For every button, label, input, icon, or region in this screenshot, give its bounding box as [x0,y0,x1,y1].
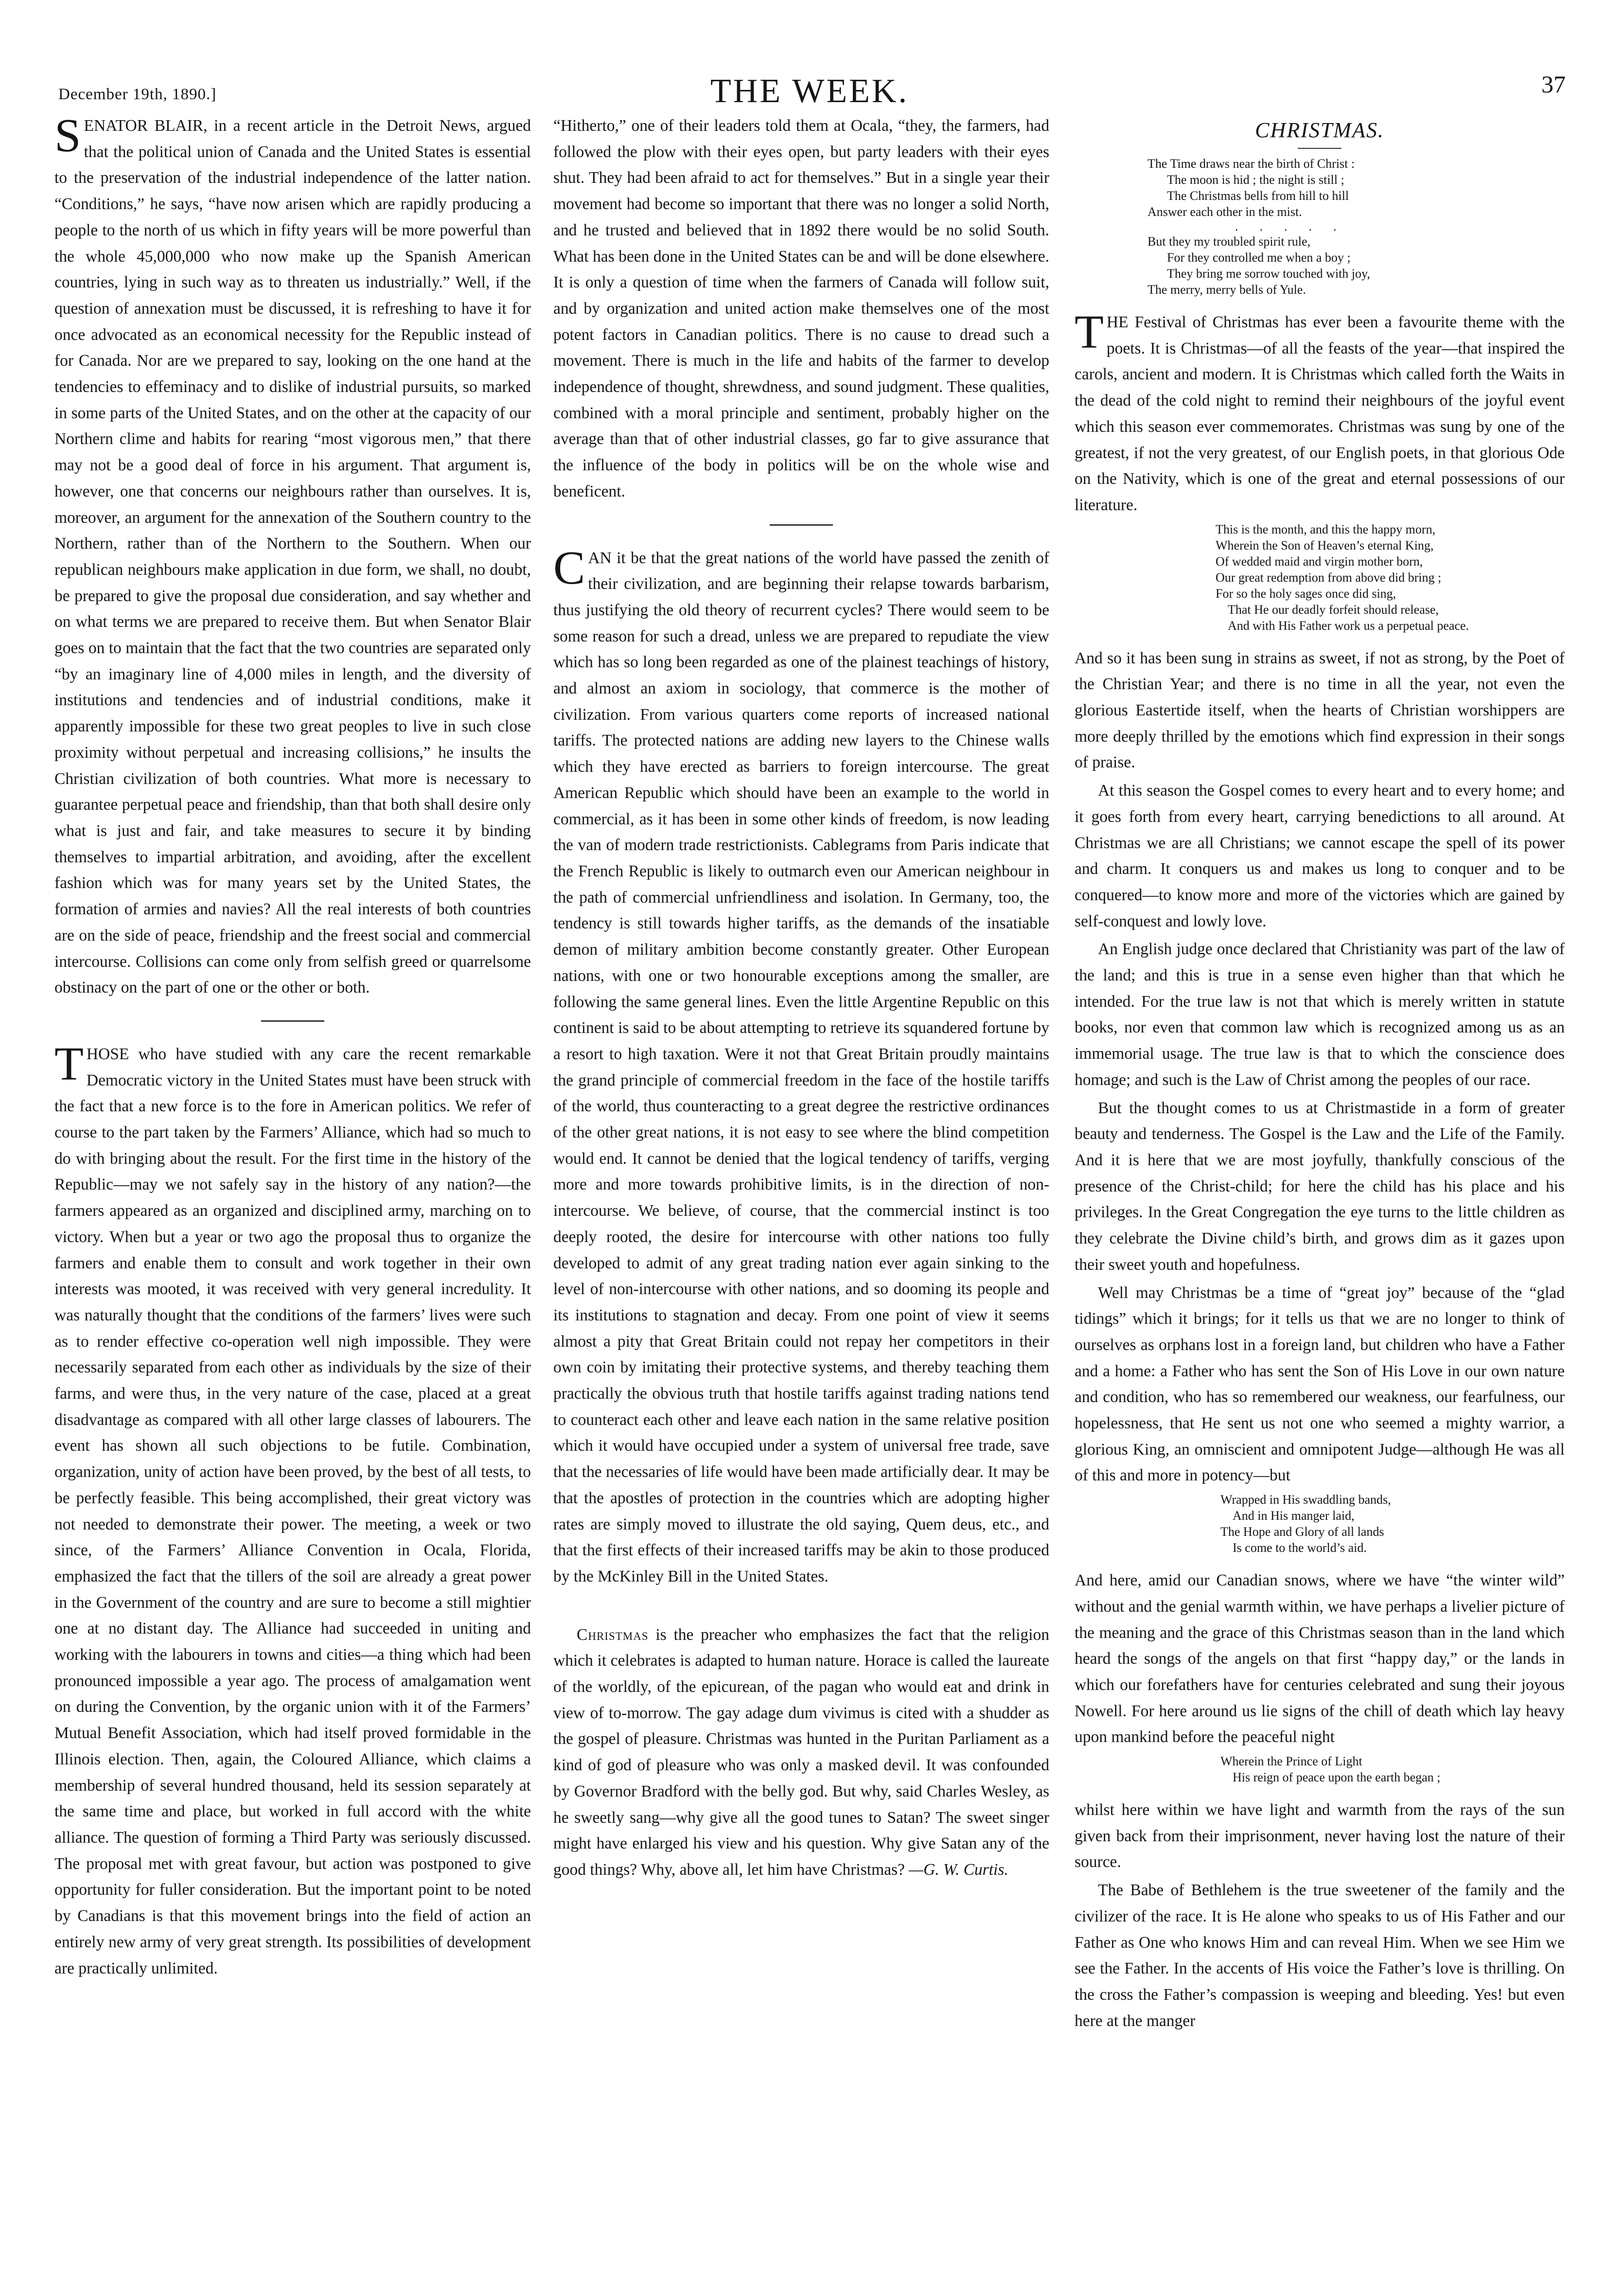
poem-line: The merry, merry bells of Yule. [1147,283,1306,297]
poem-bells [1075,156,1565,298]
poem-line: Is come to the world’s aid. [1233,1541,1367,1555]
poem-nativity [1075,521,1565,634]
paragraph: And here, amid our Canadian snows, where we have “the winter wild” without and the genial warmth within, we have perhaps a livelier picture of the meaning and the grace of this Christmas season than in the land which heard the songs of the angels on that first “happy day,” or the lands in which our forefathers have for centuries celebrated and sung their joyous Nowell. For here around us lie signs of the chill of death which lay heavy upon mankind before the peaceful night [1075,1571,1565,1746]
article-senator-blair [54,109,531,1001]
publication-title: THE WEEK. [710,72,909,110]
paragraph-text: AN it be that the great nations of the world have passed the zenith of their civilization, and are beginning their relapse towards barbarism, thus justifying the old theory of recurrent cycles? There would seem to be some reason for such a dread, unless we are prepared to repudiate the view which has so long been regarded as one of the plainest teachings of history, and almost an axiom in sociology, that commerce is the mother of civilization. From various quarters come reports of increased national tariffs. The protected nations are adding new layers to the Chinese walls which they have erected as barriers to foreign intercourse. The great American Republic which should have been an example to the world in commercial, as it has been in some other kinds of freedom, is now leading the van of modern trade restrictionists. Cablegrams from Paris indicate that the French Republic is likely to outmarch even our American neighbour in the path of commercial unfriendliness and isolation. In Germany, too, the tendency is still towards higher tariffs, as the demands of the insatiable demon of military ambition become constantly greater. Other European nations, with one or two honourable exceptions among the smaller, are following the same general lines. Even the little Argentine Republic on this continent is said to be about attempting to retrieve its squandered fortune by a resort to high taxation. Were it not that Great Britain proudly maintains the grand principle of commercial freedom in the face of the hostile tariffs of the world, thus counteracting to a great degree the restrictive ordinances of the other great nations, it is not easy to see where the blind competition would end. It cannot be denied that the logical tendency of tariffs, verging more and more towards prohibitive limits, is in the direction of non-intercourse. We believe, of course, that the commercial instinct is too deeply rooted, the desire for intercourse with other nations too fully developed to admit of any great trading nation ever again sinking to the level of non-intercourse with other nations, and so dooming its people and its institutions to stagnation and decay. From one point of view it seems almost a pity that Great Britain could not repay her competitors in their own coin by imitating their protective systems, and thereby teaching them practically the obvious truth that hostile tariffs against trading nations tend to counteract each other and leave each nation in the same relative position which it would have occupied under a system of universal free trade, save that the necessaries of life would have been made artificially dear. It may be that the apostles of protection in the countries which are adopting higher rates are simply moved to illustrate the old saying, Quem deus, etc., and that the first effects of their increased tariffs may be akin to those produced by the McKinley Bill in the United States. [553,549,1049,1585]
poem-line: For they controlled me when a boy ; [1167,250,1351,265]
poem-line: The moon is hid ; the night is still ; [1167,173,1344,187]
paragraph-text: HOSE who have studied with any care the recent remarkable Democratic victory in the United States must have been struck with the fact that a new force is to the fore in American politics. We refer of course to the part taken by the Farmers’ Alliance, which had so much to do with bringing about the result. For the first time in the history of the Republic—may we not safely say in the history of any nation?—the farmers appeared as an organized and disciplined army, marching on to victory. When but a year or two ago the proposal thus to organize the farmers and enable them to consult and work together in their own interests was mooted, it was received with very general incredulity. It was naturally thought that the conditions of the farmers’ lives were such as to render effective co-operation well nigh impossible. They were necessarily separated from each other as individuals by the size of their farms, and were thus, in the very nature of the case, placed at a great disadvantage as compared with all other large classes of labourers. The event has shown all such objections to be futile. Combination, organization, unity of action have been proved, by the best of all tests, to be perfectly feasible. This being accomplished, their great victory was not needed to demonstrate their power. The meeting, a week or two since, of the Farmers’ Alliance Convention in Ocala, Florida, emphasized the fact that the tillers of the soil are already a great power in the Government of the country and are sure to become a still mightier one at no distant day. The Alliance had succeeded in uniting and working with the labourers in towns and cities—a thing which had been pronounced impossible a year ago. The process of amalgamation went on during the Convention, by the organic union with it of the Farmers’ Mutual Benefit Association, which had itself proved formidable in the Illinois election. Then, again, the Coloured Alliance, which claims a membership of several hundred thousand, held its session separately at the same time and place, but worked in full accord with the white alliance. The question of forming a Third Party was seriously discussed. The proposal met with great favour, but action was postponed to give opportunity for fuller consideration. But the important point to be noted by Canadians is that this movement brings into the field of action an entirely new army of very great strength. Its possibilities of development are practically unlimited. [54,1045,531,1977]
poem-line: And in His manger laid, [1233,1509,1355,1523]
column-right [1075,113,1565,2036]
paragraph: whilst here within we have light and warmth from the rays of the sun given back from their imprisonment, never having lost the nature of their source. [1075,1801,1565,1871]
column-middle [553,113,1049,1885]
poem-swaddling [1075,1492,1565,1556]
poem-line: Of wedded maid and virgin mother born, [1216,554,1423,569]
poem-line: Wherein the Prince of Light [1220,1754,1362,1769]
column-left [54,109,531,1983]
article-farmers-alliance [54,1037,531,1981]
poem-line: But they my troubled spirit rule, [1147,234,1311,249]
section-divider [770,524,833,526]
paragraph-text: ENATOR BLAIR, in a recent article in the Detroit News, argued that the political union of Canada and the United States is essential to the preservation of the industrial independence of the latter nation. “Conditions,” he says, “have now arisen which are rapidly producing a people to the north of us which in fifty years will be more powerful than the whole 45,000,000 who now make up the Spanish American countries, lying in such way as to threaten us industrially.” Well, if the question of annexation must be discussed, it is refreshing to have it for once advocated as an economical necessity for the Republic instead of for Canada. Nor are we prepared to say, looking on the one hand at the tendencies to effeminacy and to dislike of industrial pursuits, so marked in some parts of the United States, and on the other at the capacity of our Northern clime and habits for rearing “most vigorous men,” that there may not be a good deal of force in his argument. That argument is, however, one that concerns our neighbours rather than ourselves. It is, moreover, an argument for the annexation of the Southern country to the Northern, rather than of the Northern to the Southern. When our republican neighbours make application in due form, we shall, no doubt, be prepared to give the proposal due consideration, and say whether and on what terms we are prepared to receive them. But when Senator Blair goes on to maintain that the fact that the two countries are separated only “by an imaginary line of 4,000 miles in length, and the diversity of institutions and tendencies and of industrial conditions, make it apparently impossible for these two great peoples to live in such close proximity without perpetual and increasing collisions,” he insults the Christian civilization of both countries. What more is necessary to guarantee perpetual peace and friendship, than that both shall desire only what is just and fair, and take measures to secure it by binding themselves to impartial arbitration, and avoiding, after the excellent fashion which was for many years set by the United States, the formation of armies and navies? All the real interests of both countries are on the side of peace, friendship and the freest social and commercial intercourse. Collisions can come only from selfish greed or quarrelsome obstinacy on the part of one or the other or both. [54,117,531,997]
drop-cap: T [54,1037,84,1090]
poem-line: Answer each other in the mist. [1147,205,1302,219]
paragraph: Well may Christmas be a time of “great joy” because of the “glad tidings” which it brings; for it tells us that we are no longer to think of ourselves as orphans lost in a foreign land, but children who have a Father and a home: a Father who has sent the Son of His Love in our own nature and condition, who has so remembered our weakness, our fearfulness, our hopelessness, that He sent us not one who seemed a mighty warrior, a glorious King, an omniscient and omnipotent Judge—although He was all of this and more in potency—but [1075,1283,1565,1485]
poem-line: This is the month, and this the happy morn, [1216,522,1436,536]
poem-line: Wrapped in His swaddling bands, [1220,1493,1391,1507]
page-number: 37 [1541,71,1566,98]
issue-date: December 19th, 1890.] [58,86,217,103]
lead-word: Christmas [577,1625,649,1644]
paragraph-text: is the preacher who emphasizes the fact that the religion which it celebrates is adapted to human nature. Horace is called the laureate of the worldly, of the epicurean, of the pagan who would eat and drink in view of to-morrow. The gay adage dum vivimus is cited with a shudder as the gospel of pleasure. Christmas was hunted in the Puritan Parliament as a kind of god of pleasure who was only a masked devil. It was confounded by Governor Bradford with the belly god. But why, said Charles Wesley, as he sweetly sang—why give all the good tunes to Satan? The sweet singer might have enlarged his view and his question. Why give Satan any of the good things? Why, above all, let him have Christmas? [553,1625,1049,1879]
paragraph: At this season the Gospel comes to every heart and to every home; and it goes forth from every heart, carrying benedictions to all around. At Christmas we are all Christians; we cannot escape the spell of its power and charm. It conquers us and makes us long to conquer and to be conquered—to know more and more of the victories which are gained by self-conquest and lowly love. [1075,782,1565,930]
poem-line: The Time draws near the birth of Christ : [1147,157,1355,171]
drop-cap: C [553,541,585,594]
paragraph-text: HE Festival of Christmas has ever been a favourite theme with the poets. It is Christmas—of all the feasts of the year—that inspired the carols, ancient and modern. It is Christmas which called forth the Waits in the dead of the cold night to remind their neighbours of the joyful event which this season ever commemorates. Christmas was sung by one of the greatest, if not the very greatest, of our English poets, in that glorious Ode on the Nativity, which is one of the great and eternal possessions of our literature. [1075,313,1565,514]
paragraph: An English judge once declared that Christianity was part of the law of the land; and this is true in a sense even higher than that which he intended. For the true law is not that which is merely written in statute books, nor even that common law which is recognized among us as an immemorial usage. The true law is that to which the conscience does homage; and such is the Law of Christ among the peoples of our race. [1075,940,1565,1089]
poem-prince-of-light [1075,1753,1565,1785]
article-christmas-festival [1075,306,1565,518]
paragraph: But the thought comes to us at Christmastide in a form of greater beauty and tenderness. The Gospel is the Law and the Life of the Family. And it is here that we are most joyfully, thankfully conscious of the presence of the Christ-child; for here the child has his place and his privileges. In the Great Congregation the eye turns to the little children as they celebrate the Divine child’s birth, and grows dim as it gazes upon their sweet youth and hopefulness. [1075,1099,1565,1274]
poem-line: For so the holy sages once did sing, [1216,586,1396,601]
paragraph: And so it has been sung in strains as sweet, if not as strong, by the Poet of the Christian Year; and there is no time in all the year, not even the glorious Eastertide itself, when the hearts of Christian worshippers are more deeply thrilled by the emotions which find expression in their songs of praise. [1075,649,1565,772]
christmas-title: CHRISTMAS. [1255,118,1384,142]
drop-cap: S [54,109,81,162]
signature: —G. W. Curtis. [909,1861,1008,1879]
page-header [53,63,1566,110]
paragraph: The Babe of Bethlehem is the true sweetener of the family and the civilizer of the race. It is He alone who speaks to us of His Father and our Father as One who knows Him and can reveal Him. When we see Him we see the Father. In the accents of His voice the Father’s love is thrilling. On the cross the Father’s compassion is weeping and bleeding. Yes! but even here at the manger [1075,1881,1565,2030]
article-farmers-continued: “Hitherto,” one of their leaders told them at Ocala, “they, the farmers, had followed the plow with their eyes open, but party leaders with their eyes shut. They had been afraid to act for themselves.” But in a single year their movement had become so important that there was no longer a solid North, and he trusted and believed that in 1892 there would be no solid South. What has been done in the United States can be and will be done elsewhere. It is only a question of time when the farmers of Canada will follow suit, and by organization and united action make themselves one of the most potent factors in Canadian politics. There is no cause to dread such a movement. There is much in the life and habits of the farmer to develop independence of thought, shrewdness, and sound judgment. These qualities, combined with a moral principle and sentiment, probably higher on the average than that of other industrial classes, go far to give assurance that the influence of the body in politics will be on the whole wise and beneficent. [553,117,1049,500]
drop-cap: T [1075,306,1104,358]
article-tariffs [553,541,1049,1590]
article-christmas-preacher [553,1622,1049,1883]
poem-line: They bring me sorrow touched with joy, [1167,267,1370,281]
poem-line: That He our deadly forfeit should release, [1228,602,1439,617]
poem-line: Our great redemption from above did bring ; [1216,570,1442,585]
ellipsis-separator: ..... [1235,219,1358,233]
title-rule [1298,148,1342,149]
poem-line: And with His Father work us a perpetual peace. [1228,618,1469,633]
section-divider [261,1020,324,1022]
poem-line: The Christmas bells from hill to hill [1167,189,1349,203]
section-gap [553,1592,1049,1622]
poem-line: His reign of peace upon the earth began ; [1233,1770,1441,1785]
poem-line: Wherein the Son of Heaven’s eternal King, [1216,538,1434,552]
poem-line: The Hope and Glory of all lands [1220,1525,1384,1539]
